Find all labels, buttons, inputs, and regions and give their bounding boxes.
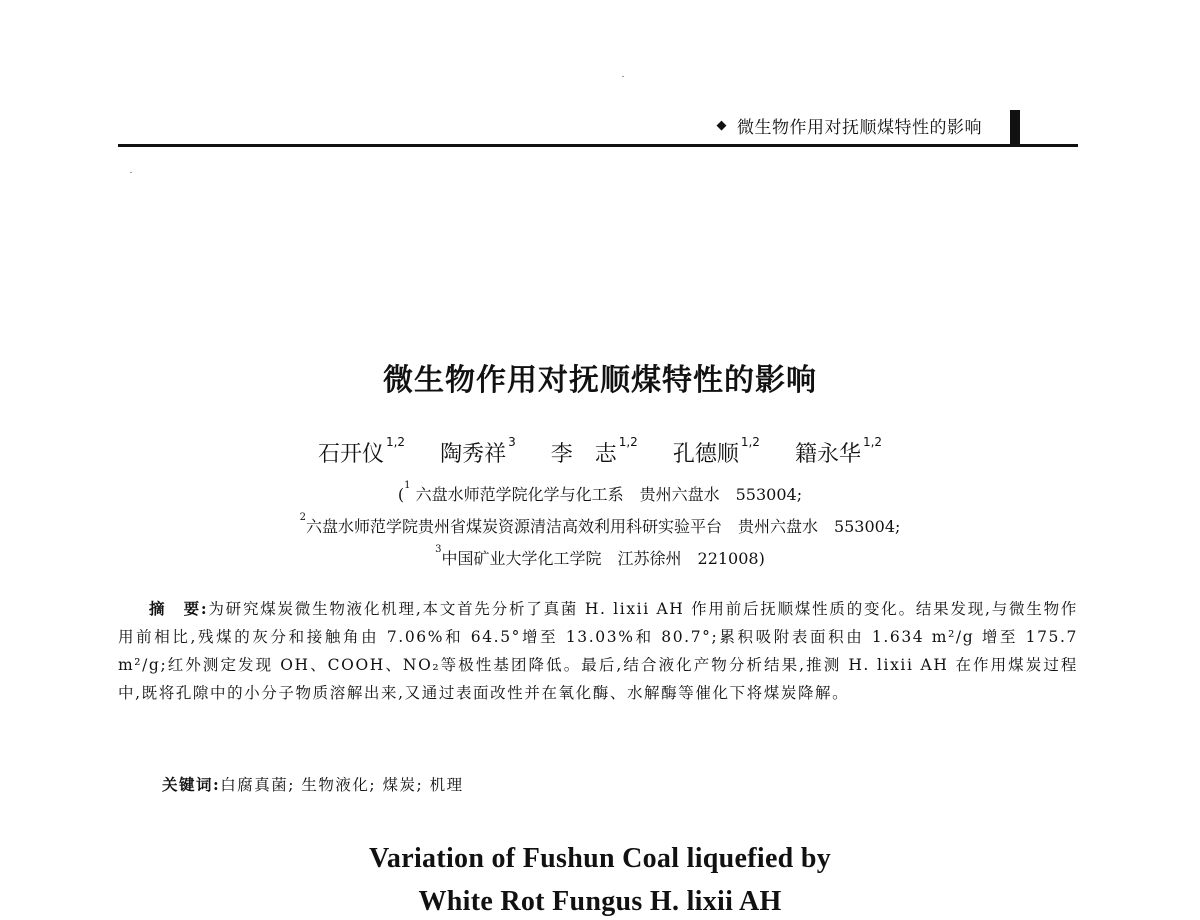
author-affiliation-mark: 3 — [508, 435, 516, 449]
affiliation-3 — [0, 546, 1200, 569]
abstract — [118, 595, 1078, 707]
keywords-label: 关键词: — [162, 775, 221, 794]
header-rule — [118, 144, 1078, 147]
paper-title-en-line-2: White Rot Fungus H. lixii AH — [418, 886, 782, 917]
paper-title-cn: 微生物作用对抚顺煤特性的影响 — [383, 363, 817, 398]
header-side-bar — [1010, 110, 1020, 144]
author — [795, 437, 882, 468]
author-affiliation-mark: 1,2 — [385, 435, 406, 449]
author — [440, 437, 516, 468]
affiliation-text: 六盘水师范学院化学与化工系 贵州六盘水 553004; — [410, 485, 803, 504]
author-name: 陶秀祥 — [440, 442, 507, 467]
author — [673, 437, 760, 468]
diamond-bullet-icon: ◆ — [716, 118, 727, 133]
author-affiliation-mark: 1,2 — [740, 435, 760, 449]
running-header-text: 微生物作用对抚顺煤特性的影响 — [737, 118, 982, 138]
abstract-label: 摘 要: — [149, 599, 209, 618]
abstract-text: 为研究煤炭微生物液化机理,本文首先分析了真菌 H. lixii AH 作用前后抚顺煤性质的变化。结果发现,与微生物作用前相比,残煤的灰分和接触角由 7.06%和 64.5°增至 13.03%和 80.7°;累积吸附表面积由 1.634 m²/g 增至 175.7 m²/g;红外测定发现 OH、COOH、NO₂等极性基团降低。最后,结合液化产物分析结果,推测 H. lixii AH 在作用煤炭过程中,既将孔隙中的小分子物质溶解出来,又通过表面改性并在氧化酶、水解酶等催化下将煤炭降解。 — [118, 600, 1078, 702]
affiliation-1 — [0, 482, 1200, 505]
author-name: 李 志 — [550, 442, 617, 467]
keywords-text: 白腐真菌; 生物液化; 煤炭; 机理 — [220, 776, 464, 794]
keywords — [162, 773, 464, 795]
affiliation-text: 六盘水师范学院贵州省煤炭资源清洁高效利用科研实验平台 贵州六盘水 553004; — [305, 517, 901, 536]
author-affiliation-mark: 1,2 — [618, 435, 638, 449]
author-list — [0, 437, 1200, 468]
affiliation-mark: 3 — [435, 544, 442, 555]
author — [551, 437, 638, 468]
affiliation-2 — [0, 514, 1200, 537]
author-name: 石开仪 — [317, 442, 384, 467]
author-name: 孔德顺 — [672, 442, 739, 467]
affiliation-mark: 2 — [299, 512, 306, 523]
affiliation-text: 中国矿业大学化工学院 江苏徐州 221008) — [441, 549, 765, 568]
running-header — [717, 113, 983, 138]
author-affiliation-mark: 1,2 — [862, 435, 883, 449]
author-name: 籍永华 — [794, 442, 861, 467]
scan-speck — [130, 172, 132, 173]
affiliation-open-paren: ( — [397, 485, 405, 504]
scan-speck — [622, 76, 624, 77]
paper-title-en-line-1: Variation of Fushun Coal liquefied by — [368, 843, 832, 874]
author — [318, 437, 405, 468]
affiliation-mark: 1 — [404, 480, 411, 491]
